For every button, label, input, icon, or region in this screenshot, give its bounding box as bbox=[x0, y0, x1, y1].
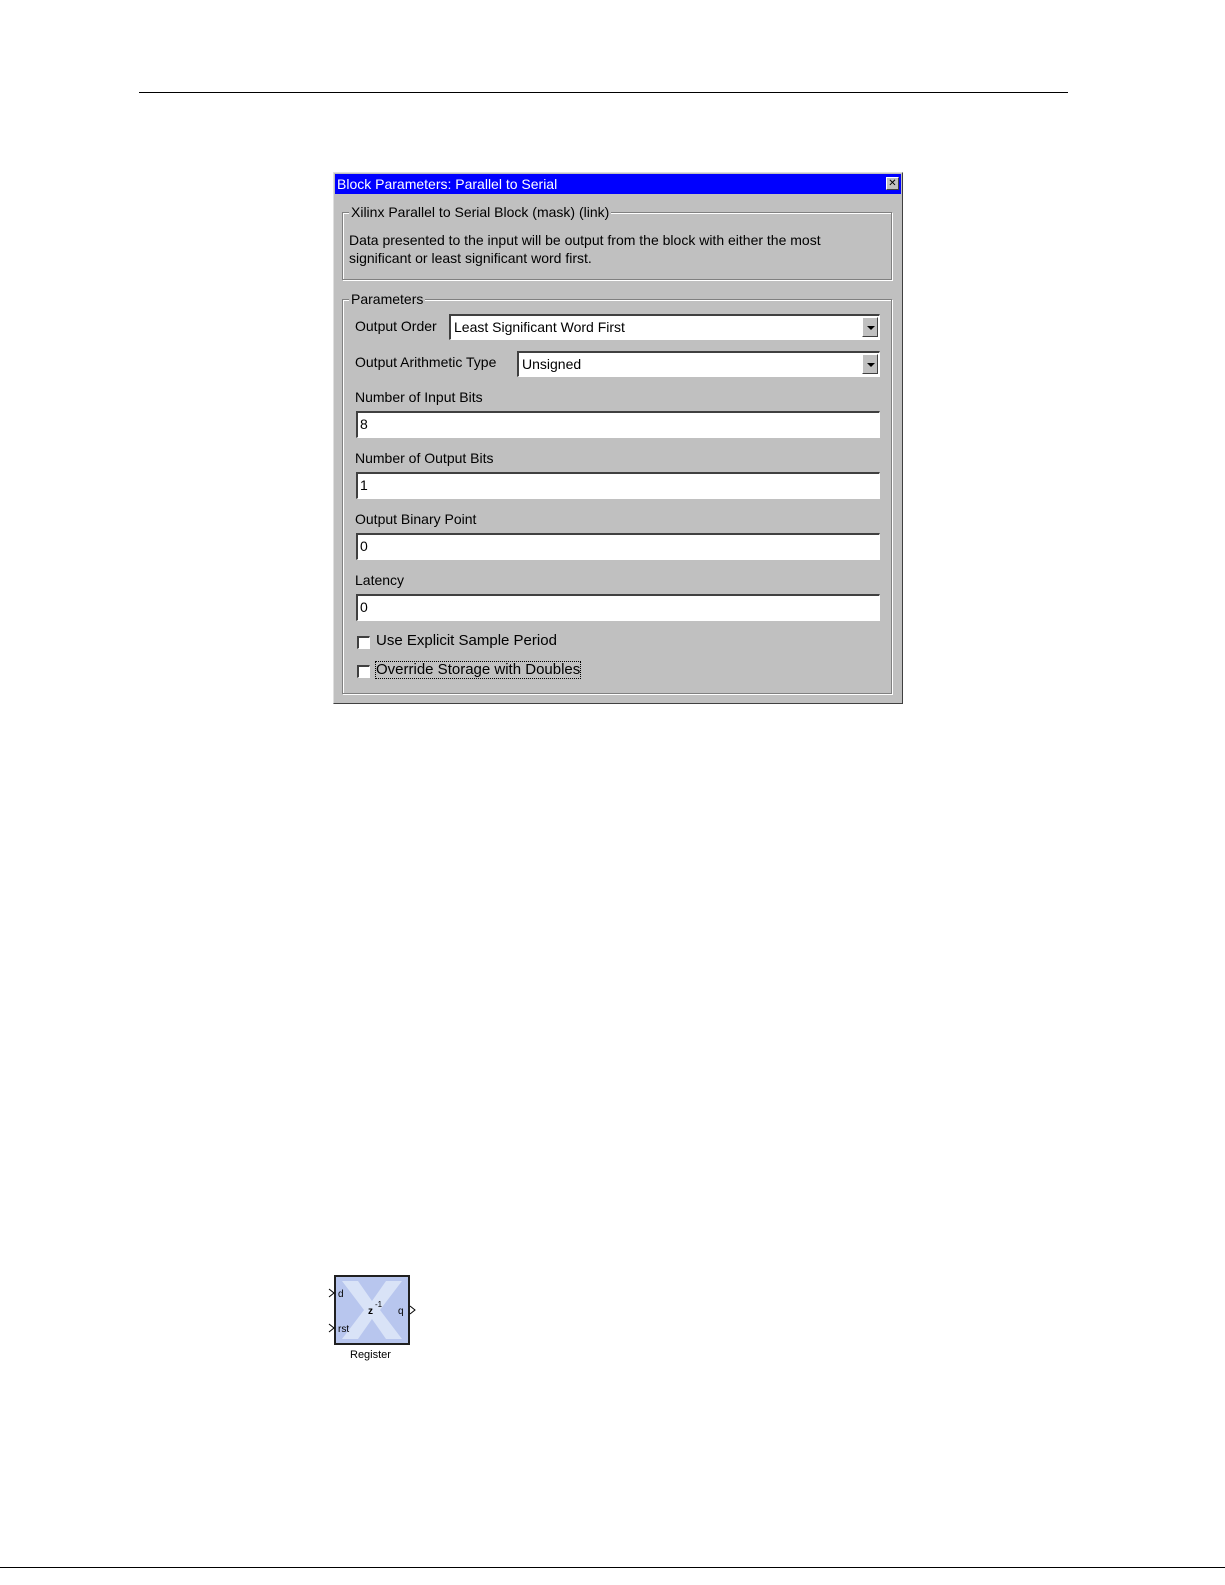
output-binary-point-field[interactable]: 0 bbox=[356, 533, 880, 560]
dialog-title: Block Parameters: Parallel to Serial bbox=[337, 176, 558, 192]
page-top-rule bbox=[139, 92, 1068, 93]
latency-label: Latency bbox=[355, 572, 405, 588]
register-symbol-exponent: -1 bbox=[375, 1300, 383, 1309]
close-icon[interactable]: ✕ bbox=[886, 177, 899, 190]
output-order-select[interactable] bbox=[449, 314, 880, 340]
register-port-q: q bbox=[398, 1306, 404, 1317]
output-arith-type-value: Unsigned bbox=[522, 356, 582, 372]
description-legend: Xilinx Parallel to Serial Block (mask) (link) bbox=[351, 204, 610, 220]
parameters-group bbox=[342, 291, 892, 694]
output-arith-type-label: Output Arithmetic Type bbox=[355, 354, 497, 370]
page-bottom-rule bbox=[0, 1567, 1225, 1568]
dialog-titlebar[interactable] bbox=[335, 174, 901, 194]
num-input-bits-field[interactable]: 8 bbox=[356, 411, 880, 438]
register-port-d: d bbox=[338, 1289, 344, 1300]
use-explicit-sample-period-checkbox[interactable] bbox=[357, 636, 370, 649]
output-arith-type-select[interactable] bbox=[517, 351, 880, 377]
override-storage-checkbox[interactable] bbox=[357, 665, 370, 678]
latency-field[interactable]: 0 bbox=[356, 594, 880, 621]
num-output-bits-field[interactable]: 1 bbox=[356, 472, 880, 499]
register-port-arrows-icon bbox=[327, 1287, 417, 1337]
block-parameters-dialog bbox=[333, 172, 903, 704]
parameters-legend: Parameters bbox=[351, 291, 424, 307]
register-block-name: Register bbox=[350, 1349, 391, 1361]
chevron-down-icon[interactable] bbox=[862, 354, 878, 374]
register-symbol-z: z bbox=[368, 1306, 373, 1317]
register-port-rst: rst bbox=[338, 1324, 350, 1335]
override-storage-label[interactable]: Override Storage with Doubles bbox=[376, 661, 581, 678]
output-order-value: Least Significant Word First bbox=[454, 319, 625, 335]
use-explicit-sample-period-label[interactable]: Use Explicit Sample Period bbox=[376, 632, 557, 649]
output-order-label: Output Order bbox=[355, 318, 437, 334]
num-output-bits-label: Number of Output Bits bbox=[355, 450, 494, 466]
description-group bbox=[342, 204, 892, 280]
output-binary-point-label: Output Binary Point bbox=[355, 511, 477, 527]
description-text: Data presented to the input will be output from the block with either the most significant or least significant word first. bbox=[349, 232, 821, 266]
chevron-down-icon[interactable] bbox=[862, 317, 878, 337]
num-input-bits-label: Number of Input Bits bbox=[355, 389, 483, 405]
